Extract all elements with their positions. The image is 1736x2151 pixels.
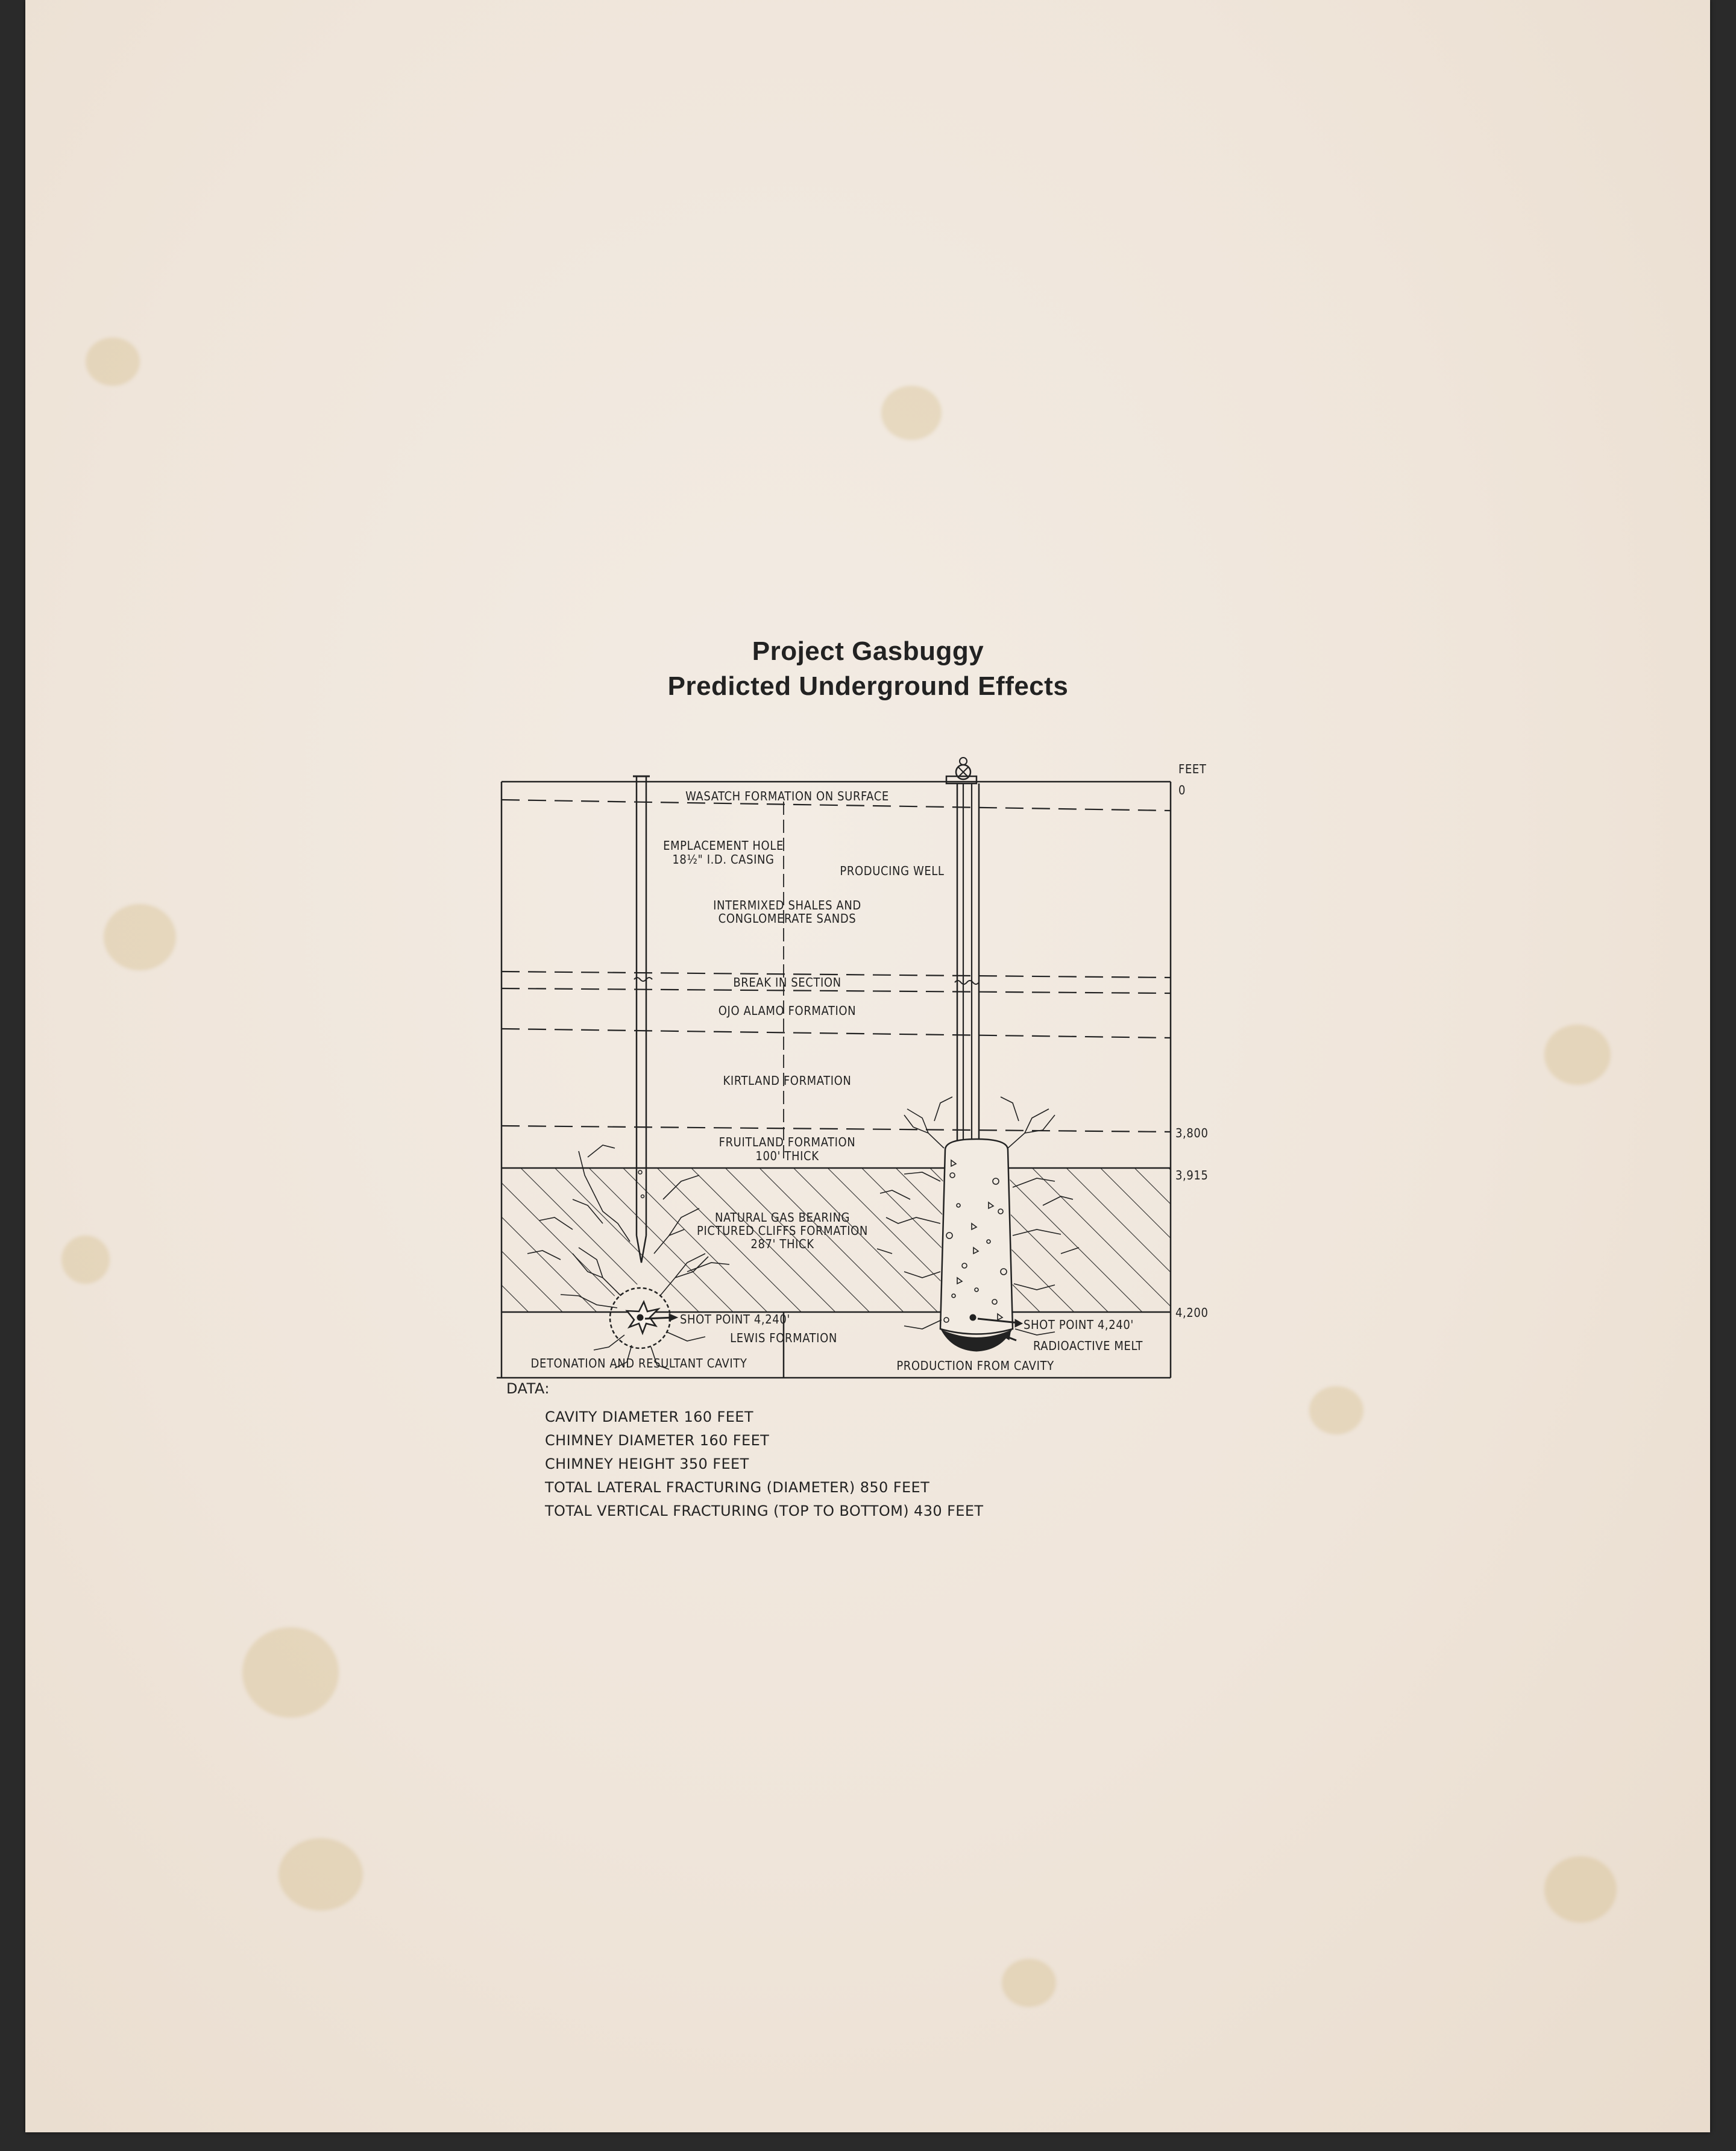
data-item-cavity-diameter: CAVITY DIAMETER 160 FEET <box>545 1408 753 1425</box>
break-in-section-label: BREAK IN SECTION <box>733 975 841 990</box>
ojo-alamo-label: OJO ALAMO FORMATION <box>718 1003 857 1018</box>
data-item-vertical-fracturing: TOTAL VERTICAL FRACTURING (TOP TO BOTTOM) 430 FEET <box>545 1503 984 1519</box>
caption-left: DETONATION AND RESULTANT CAVITY <box>530 1356 747 1371</box>
data-item-chimney-diameter: CHIMNEY DIAMETER 160 FEET <box>545 1432 770 1449</box>
fruitland-label-2: 100' THICK <box>755 1149 819 1163</box>
shales-label-2: CONGLOMERATE SANDS <box>718 911 857 926</box>
title-line-1: Project Gasbuggy <box>752 636 984 666</box>
title-line-2: Predicted Underground Effects <box>667 671 1069 701</box>
gas-bearing-label-3: 287' THICK <box>750 1237 814 1251</box>
data-heading: DATA: <box>506 1380 550 1397</box>
gas-bearing-label-2: PICTURED CLIFFS FORMATION <box>697 1223 868 1238</box>
depth-label-3915: 3,915 <box>1175 1168 1209 1182</box>
gas-bearing-label-1: NATURAL GAS BEARING <box>714 1210 851 1225</box>
emplacement-label-2: 18½" I.D. CASING <box>672 852 775 867</box>
data-item-lateral-fracturing: TOTAL LATERAL FRACTURING (DIAMETER) 850 FEET <box>545 1479 930 1496</box>
caption-right: PRODUCTION FROM CAVITY <box>896 1358 1054 1373</box>
units-label: FEET <box>1178 762 1207 776</box>
wasatch-label: WASATCH FORMATION ON SURFACE <box>685 789 889 803</box>
kirtland-label: KIRTLAND FORMATION <box>723 1073 852 1088</box>
shot-point-right-label: SHOT POINT 4,240' <box>1024 1317 1134 1332</box>
shot-point-left-label: SHOT POINT 4,240' <box>680 1312 790 1327</box>
depth-label-0: 0 <box>1178 783 1186 797</box>
producing-well-label: PRODUCING WELL <box>840 864 945 878</box>
data-list <box>545 1405 983 1523</box>
shales-label-1: INTERMIXED SHALES AND <box>713 898 861 912</box>
depth-label-4200: 4,200 <box>1175 1305 1209 1320</box>
lewis-label: LEWIS FORMATION <box>730 1331 837 1345</box>
emplacement-label-1: EMPLACEMENT HOLE <box>663 838 784 853</box>
fruitland-label-1: FRUITLAND FORMATION <box>719 1135 856 1149</box>
data-item-chimney-height: CHIMNEY HEIGHT 350 FEET <box>545 1455 749 1472</box>
radioactive-melt-label: RADIOACTIVE MELT <box>1033 1339 1143 1353</box>
depth-label-3800: 3,800 <box>1175 1126 1209 1140</box>
